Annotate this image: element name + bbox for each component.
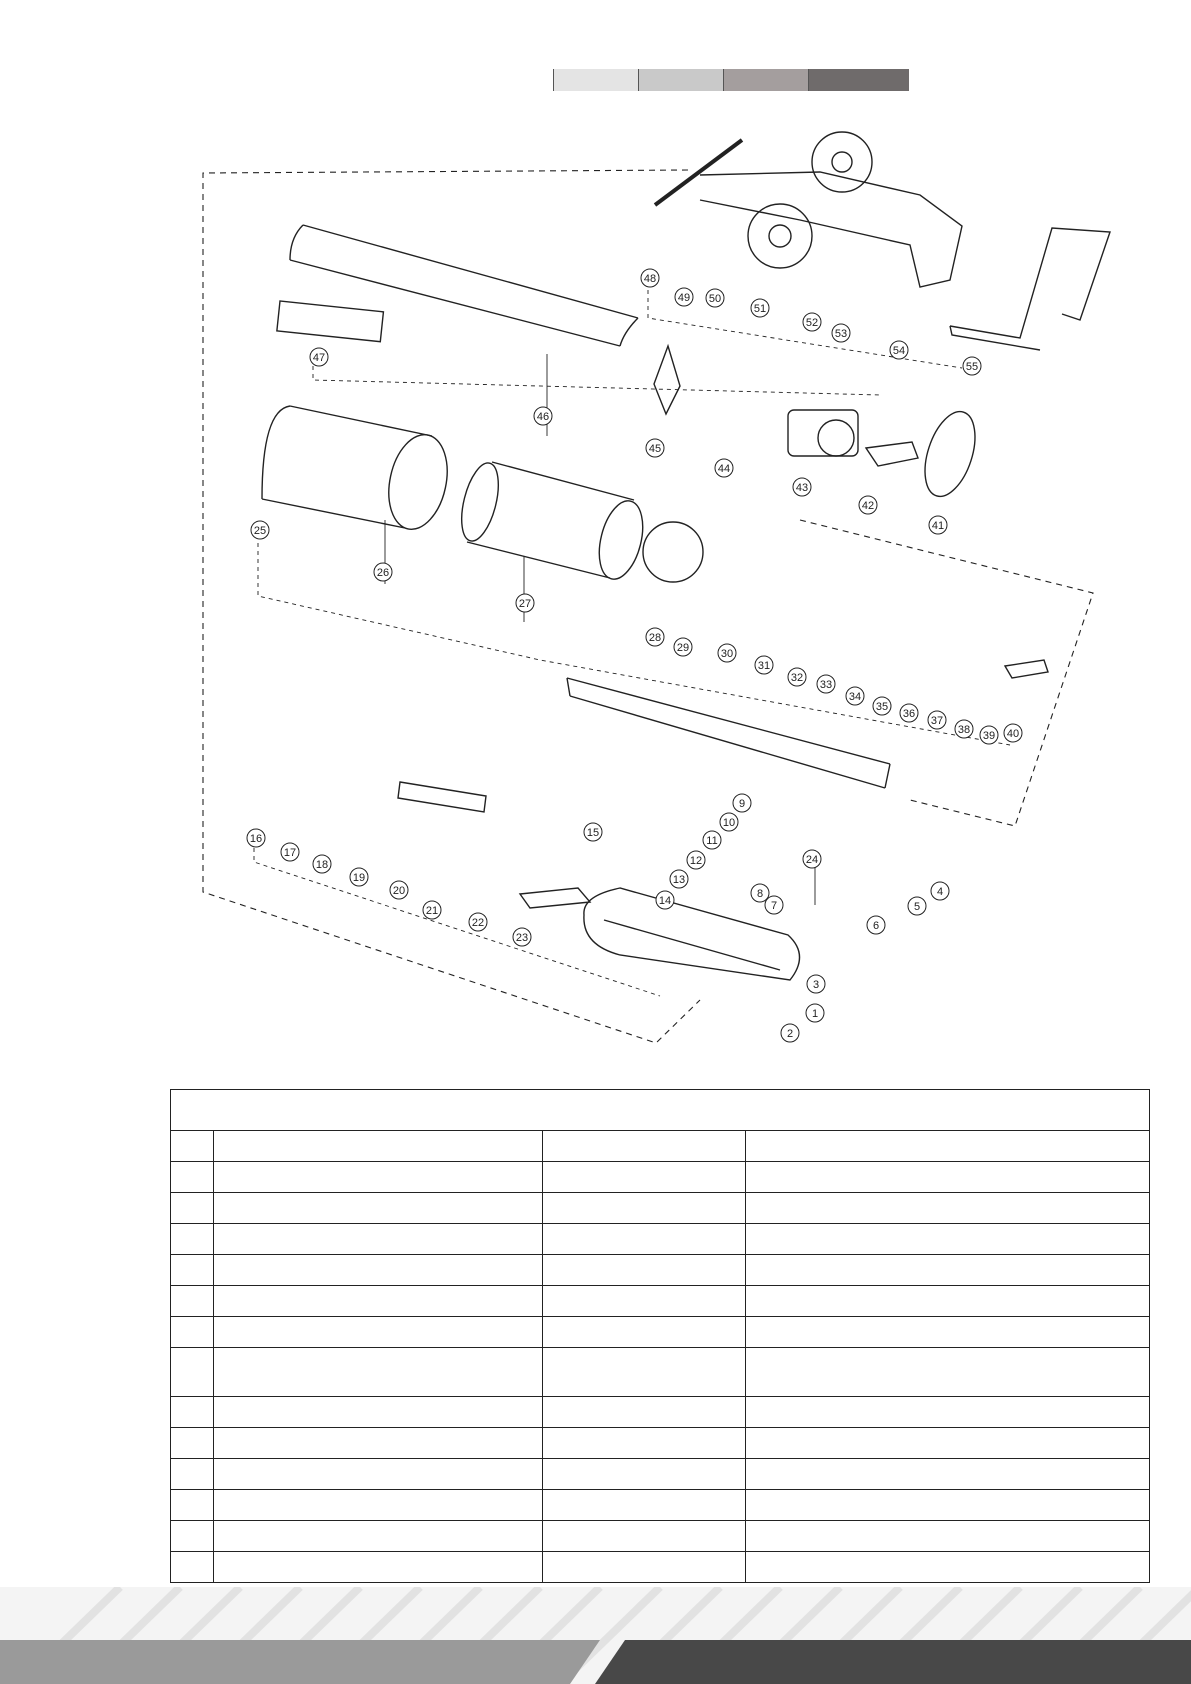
table-cell [171, 1224, 214, 1255]
table-cell [171, 1255, 214, 1286]
table-cell [543, 1162, 746, 1193]
handle-frame [950, 228, 1110, 338]
table-cell [214, 1521, 543, 1552]
table-row [171, 1348, 1150, 1397]
table-cell [746, 1521, 1150, 1552]
table-cell [543, 1490, 746, 1521]
part-number-label: 42 [861, 500, 875, 512]
part-number-label: 25 [253, 525, 267, 537]
table-cell [214, 1317, 543, 1348]
table-cell [746, 1428, 1150, 1459]
table-cell [214, 1131, 543, 1162]
part-number-label: 29 [676, 642, 690, 654]
part-number-label: 31 [757, 660, 771, 672]
part-number-label: 20 [392, 885, 406, 897]
part-number-label: 12 [689, 855, 703, 867]
table-cell [214, 1286, 543, 1317]
table-cell [543, 1348, 746, 1397]
table-cell [746, 1193, 1150, 1224]
motor-bracket [866, 442, 918, 466]
fan-blade [654, 346, 680, 414]
table-cell [746, 1490, 1150, 1521]
part-number-label: 27 [518, 598, 532, 610]
part-number-label: 36 [902, 708, 916, 720]
table-cell [171, 1286, 214, 1317]
part-number-label: 3 [812, 979, 820, 991]
part-number-label: 30 [720, 648, 734, 660]
part-number-label: 47 [312, 352, 326, 364]
table-cell [214, 1162, 543, 1193]
table-cell [214, 1552, 543, 1583]
table-cell [543, 1286, 746, 1317]
table-cell [171, 1162, 214, 1193]
table-cell [214, 1397, 543, 1428]
table-row [171, 1286, 1150, 1317]
table-cell [543, 1397, 746, 1428]
part-number-label: 23 [515, 932, 529, 944]
circuit-board [520, 888, 590, 908]
table-cell [171, 1131, 214, 1162]
fan-guard [915, 405, 984, 502]
part-number-label: 43 [795, 482, 809, 494]
part-number-label: 50 [708, 293, 722, 305]
table-cell [746, 1552, 1150, 1583]
table-cell [214, 1459, 543, 1490]
table-row [171, 1552, 1150, 1583]
part-number-label: 22 [471, 917, 485, 929]
lower-shell [567, 678, 890, 788]
part-number-label: 4 [936, 886, 944, 898]
part-number-label: 8 [756, 888, 764, 900]
part-number-label: 21 [425, 905, 439, 917]
wheel-front [748, 204, 812, 268]
table-cell [746, 1162, 1150, 1193]
part-number-label: 45 [648, 443, 662, 455]
table-cell [214, 1348, 543, 1397]
part-number-label: 54 [892, 345, 906, 357]
part-number-label: 33 [819, 679, 833, 691]
table-cell [214, 1193, 543, 1224]
part-number-label: 38 [957, 724, 971, 736]
part-number-label: 7 [770, 900, 778, 912]
table-row [171, 1397, 1150, 1428]
part-number-callouts [247, 269, 1022, 1042]
table-cell [214, 1224, 543, 1255]
table-row [171, 1521, 1150, 1552]
table-cell [543, 1255, 746, 1286]
part-number-label: 15 [586, 827, 600, 839]
table-cell [171, 1397, 214, 1428]
table-cell [171, 1428, 214, 1459]
table-row [171, 1224, 1150, 1255]
table-row [171, 1317, 1150, 1348]
part-number-label: 52 [805, 317, 819, 329]
part-number-label: 32 [790, 672, 804, 684]
table-row [171, 1490, 1150, 1521]
table-cell [746, 1317, 1150, 1348]
motor [788, 410, 858, 456]
table-cell [746, 1348, 1150, 1397]
footer-band [0, 1587, 1191, 1684]
part-number-label: 53 [834, 328, 848, 340]
table-row [171, 1459, 1150, 1490]
combustion-chamber [455, 459, 650, 583]
side-plate [277, 301, 384, 342]
part-number-label: 28 [648, 632, 662, 644]
table-cell [543, 1428, 746, 1459]
table-cell [543, 1317, 746, 1348]
part-number-label: 51 [753, 303, 767, 315]
table-cell [171, 1521, 214, 1552]
table-cell [746, 1131, 1150, 1162]
table-cell [171, 1459, 214, 1490]
table-cell [171, 1490, 214, 1521]
part-number-label: 9 [738, 798, 746, 810]
part-number-label: 37 [930, 715, 944, 727]
table-cell [746, 1286, 1150, 1317]
part-number-label: 44 [717, 463, 731, 475]
part-number-label: 11 [706, 835, 718, 847]
table-cell [543, 1131, 746, 1162]
table-cell [171, 1317, 214, 1348]
table-row [171, 1255, 1150, 1286]
table-cell [543, 1193, 746, 1224]
table-cell [543, 1459, 746, 1490]
part-number-label: 5 [913, 901, 921, 913]
table-row [171, 1193, 1150, 1224]
part-number-label: 24 [805, 854, 819, 866]
burner-head [643, 522, 703, 582]
table-row [171, 1131, 1150, 1162]
table-cell [214, 1490, 543, 1521]
part-number-label: 10 [722, 817, 736, 829]
table-row [171, 1428, 1150, 1459]
part-number-label: 40 [1006, 728, 1020, 740]
outer-shell-cylinder [262, 406, 455, 535]
table-row [171, 1162, 1150, 1193]
part-number-label: 46 [536, 411, 550, 423]
table-cell [746, 1255, 1150, 1286]
wheel-rear [812, 132, 872, 192]
part-number-label: 39 [982, 730, 996, 742]
table-cell [214, 1428, 543, 1459]
part-number-label: 6 [872, 920, 880, 932]
table-cell [543, 1224, 746, 1255]
upper-shell-cover [290, 225, 638, 346]
part-number-label: 13 [672, 874, 686, 886]
part-number-label: 2 [786, 1028, 794, 1040]
part-number-label: 55 [965, 361, 979, 373]
table-cell [746, 1224, 1150, 1255]
part-number-label: 1 [811, 1008, 819, 1020]
part-number-label: 35 [875, 701, 889, 713]
part-number-label: 34 [848, 691, 862, 703]
parts-list-table [170, 1089, 1150, 1583]
part-number-label: 26 [376, 567, 390, 579]
table-body [171, 1131, 1150, 1583]
table-cell [171, 1552, 214, 1583]
table-cell [746, 1397, 1150, 1428]
table-cell [214, 1255, 543, 1286]
part-number-label: 49 [677, 292, 691, 304]
part-number-label: 16 [249, 833, 263, 845]
table-cell [543, 1552, 746, 1583]
table-cell [171, 1193, 214, 1224]
table-cell [543, 1521, 746, 1552]
mount-bracket [1005, 660, 1048, 678]
part-number-label: 17 [283, 847, 297, 859]
table-cell [171, 1348, 214, 1397]
table-title [171, 1090, 1150, 1131]
part-number-label: 14 [658, 895, 672, 907]
part-number-label: 19 [352, 872, 366, 884]
part-number-label: 41 [931, 520, 945, 532]
part-number-label: 18 [315, 859, 329, 871]
control-panel [398, 782, 486, 812]
part-number-label: 48 [643, 273, 657, 285]
table-cell [746, 1459, 1150, 1490]
